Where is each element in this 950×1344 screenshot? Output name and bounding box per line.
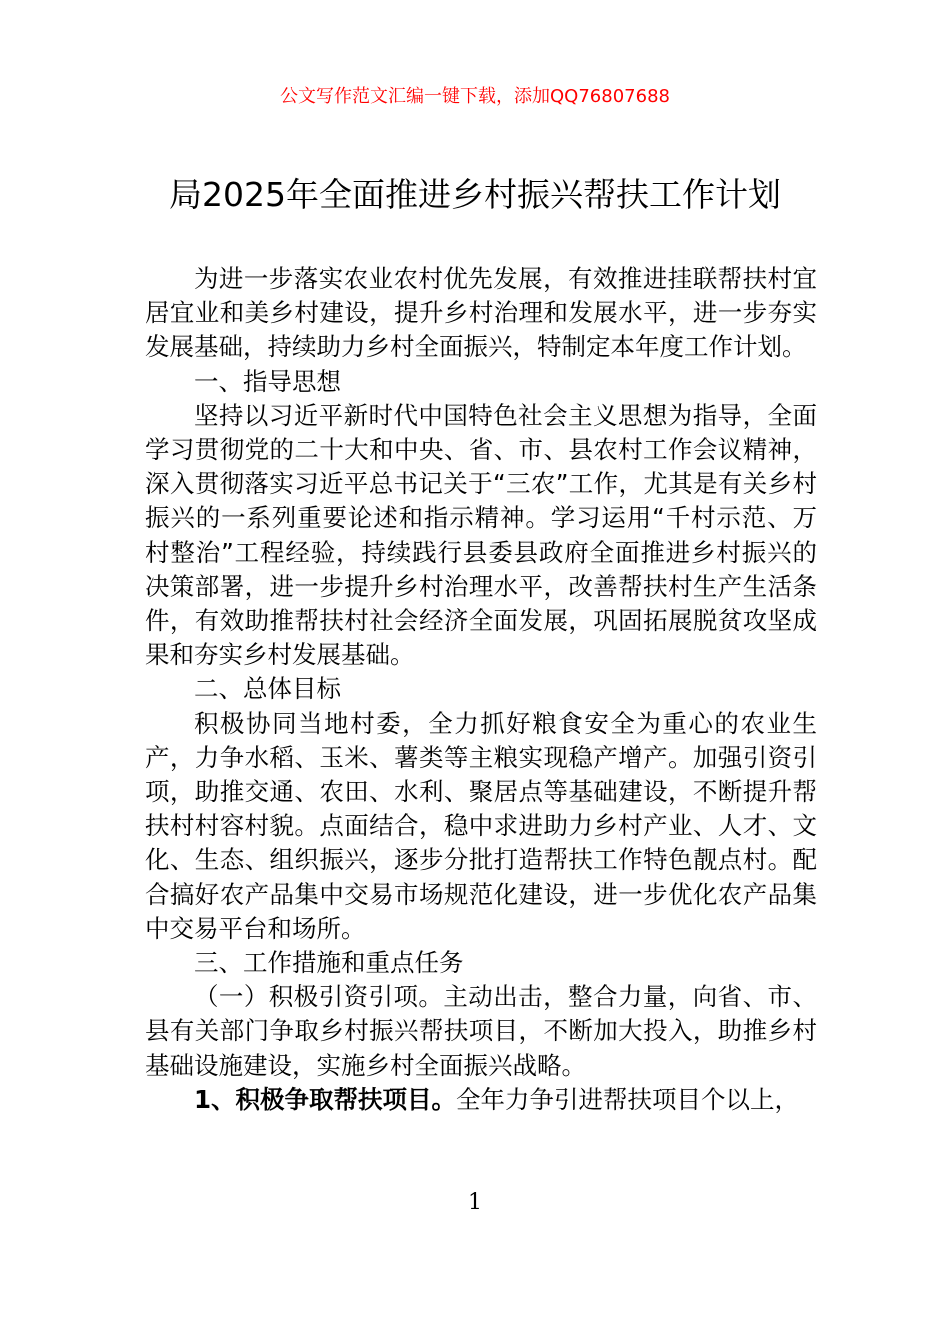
document-body [145,262,817,1117]
section-heading-guiding-thought: 一、指导思想 [194,366,341,396]
guiding-thought-paragraph: 坚持以习近平新时代中国特色社会主义思想为指导，全面学习贯彻党的二十大和中央、省、市、县农村工作会议精神，深入贯彻落实习近平总书记关于“三农”工作，尤其是有关乡村振兴的一系列重要论述和指示精神。学习运用“千村示范、万村整治”工程经验，持续践行县委县政府全面推进乡村振兴的决策部署，进一步提升乡村治理水平，改善帮扶村生产生活条件，有效助推帮扶村社会经济全面发展，巩固拓展脱贫攻坚成果和夯实乡村发展基础。 [145,400,817,670]
intro-paragraph: 为进一步落实农业农村优先发展，有效推进挂联帮扶村宜居宜业和美乡村建设，提升乡村治理和发展水平，进一步夯实发展基础，持续助力乡村全面振兴，特制定本年度工作计划。 [145,264,817,362]
section-heading-measures: 三、工作措施和重点任务 [194,948,464,978]
section-heading-overall-goal: 二、总体目标 [194,674,341,704]
overall-goal-paragraph: 积极协同当地村委，全力抓好粮食安全为重心的农业生产，力争水稻、玉米、薯类等主粮实现稳产增产。加强引资引项，助推交通、农田、水利、聚居点等基础建设，不断提升帮扶村村容村貌。点面结合，稳中求进助力乡村产业、人才、文化、生态、组织振兴，逐步分批打造帮扶工作特色靓点村。配合搞好农产品集中交易市场规范化建设，进一步优化农产品集中交易平台和场所。 [145,708,817,943]
item-heading: 1、积极争取帮扶项目。 [194,1084,457,1114]
page-number: 1 [468,1190,482,1215]
item-paragraph [145,1083,817,1117]
measures-paragraph: （一）积极引资引项。主动出击，整合力量，向省、市、县有关部门争取乡村振兴帮扶项目，不断加大投入，助推乡村基础设施建设，实施乡村全面振兴战略。 [145,982,817,1080]
document-title: 局2025年全面推进乡村振兴帮扶工作计划 [169,175,781,214]
item-text: 全年力争引进帮扶项目个以上， [456,1084,800,1114]
download-banner: 公文写作范文汇编一键下载，添加QQ76807688 [280,86,670,107]
